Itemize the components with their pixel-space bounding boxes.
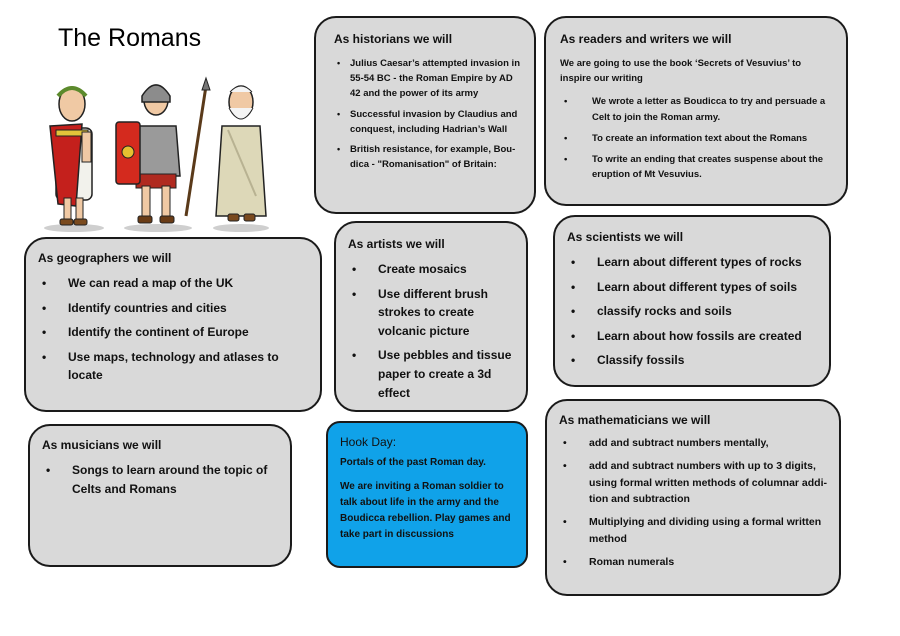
readers-intro: We are going to use the book ‘Secrets of Vesuvius’ to inspire our writing xyxy=(560,58,802,84)
musicians-list xyxy=(42,461,278,498)
list-item: • Use different brush strokes to create volcanic picture xyxy=(348,285,514,341)
old-man-figure xyxy=(216,86,266,221)
readers-writers-card xyxy=(544,16,848,206)
readers-heading: As readers and writers we will xyxy=(560,32,732,46)
list-item: • Multiplying and dividing using a formal written method xyxy=(559,514,827,548)
historians-list xyxy=(334,56,520,172)
list-item: • Songs to learn around the topic of Celts and Romans xyxy=(42,461,278,498)
list-item: • Identify the continent of Europe xyxy=(38,323,308,342)
romans-illustration xyxy=(36,66,286,236)
list-item: • add and subtract numbers with up to 3 digits, using formal written methods of columnar addi-tion and subtraction xyxy=(559,458,827,508)
list-item: • Roman numerals xyxy=(559,554,827,571)
hook-day-heading: Hook Day: xyxy=(340,435,397,449)
list-item: • Identify countries and cities xyxy=(38,299,308,318)
artists-heading: As artists we will xyxy=(348,237,445,251)
list-item: • Create mosaics xyxy=(348,260,514,279)
list-item: • Use pebbles and tissue paper to create a 3d effect xyxy=(348,346,514,402)
artists-list xyxy=(348,260,514,402)
list-item: • add and subtract numbers mentally, xyxy=(559,435,827,452)
list-item: • Julius Caesar’s attempted invasion in 55-54 BC - the Roman Empire by AD 42 and the power of its army xyxy=(334,56,520,102)
mathematicians-card xyxy=(545,399,841,596)
list-item: • classify rocks and soils xyxy=(567,302,817,321)
page-title: The Romans xyxy=(58,24,202,52)
soldier-figure xyxy=(116,78,210,223)
list-item: • Learn about different types of rocks xyxy=(567,253,817,272)
list-item: • Classify fossils xyxy=(567,351,817,370)
list-item: • Use maps, technology and atlases to locate xyxy=(38,348,308,385)
scientists-list xyxy=(567,253,817,370)
geographers-heading: As geographers we will xyxy=(38,251,172,265)
list-item: • Learn about different types of soils xyxy=(567,278,817,297)
readers-list xyxy=(560,94,830,182)
musicians-heading: As musicians we will xyxy=(42,438,162,452)
musicians-card xyxy=(28,424,292,567)
list-item: • British resistance, for example, Bou-dica - "Romanisation" of Britain: xyxy=(334,142,520,172)
list-item: • Successful invasion by Claudius and conquest, including Hadrian’s Wall xyxy=(334,107,520,137)
scientists-card xyxy=(553,215,831,387)
list-item: • To create an information text about the Romans xyxy=(560,131,830,146)
list-item: • To write an ending that creates suspense about the eruption of Mt Vesuvius. xyxy=(560,152,830,182)
scientists-heading: As scientists we will xyxy=(567,230,684,244)
hook-day-card xyxy=(326,421,528,568)
historians-card xyxy=(314,16,536,214)
geographers-card xyxy=(24,237,322,412)
hook-day-line-1: Portals of the past Roman day. xyxy=(340,457,486,468)
artists-card xyxy=(334,221,528,412)
geographers-list xyxy=(38,274,308,385)
historians-heading: As historians we will xyxy=(334,32,453,46)
caesar-figure xyxy=(50,87,92,225)
mathematicians-heading: As mathematicians we will xyxy=(559,413,711,427)
hook-day-line-2: We are inviting a Roman soldier to talk about life in the army and the Boudicca rebellion. Play games and take part in discussions xyxy=(340,481,511,540)
list-item: • Learn about how fossils are created xyxy=(567,327,817,346)
mathematicians-list xyxy=(559,435,827,571)
list-item: • We can read a map of the UK xyxy=(38,274,308,293)
list-item: • We wrote a letter as Boudicca to try and persuade a Celt to join the Roman army. xyxy=(560,94,830,124)
